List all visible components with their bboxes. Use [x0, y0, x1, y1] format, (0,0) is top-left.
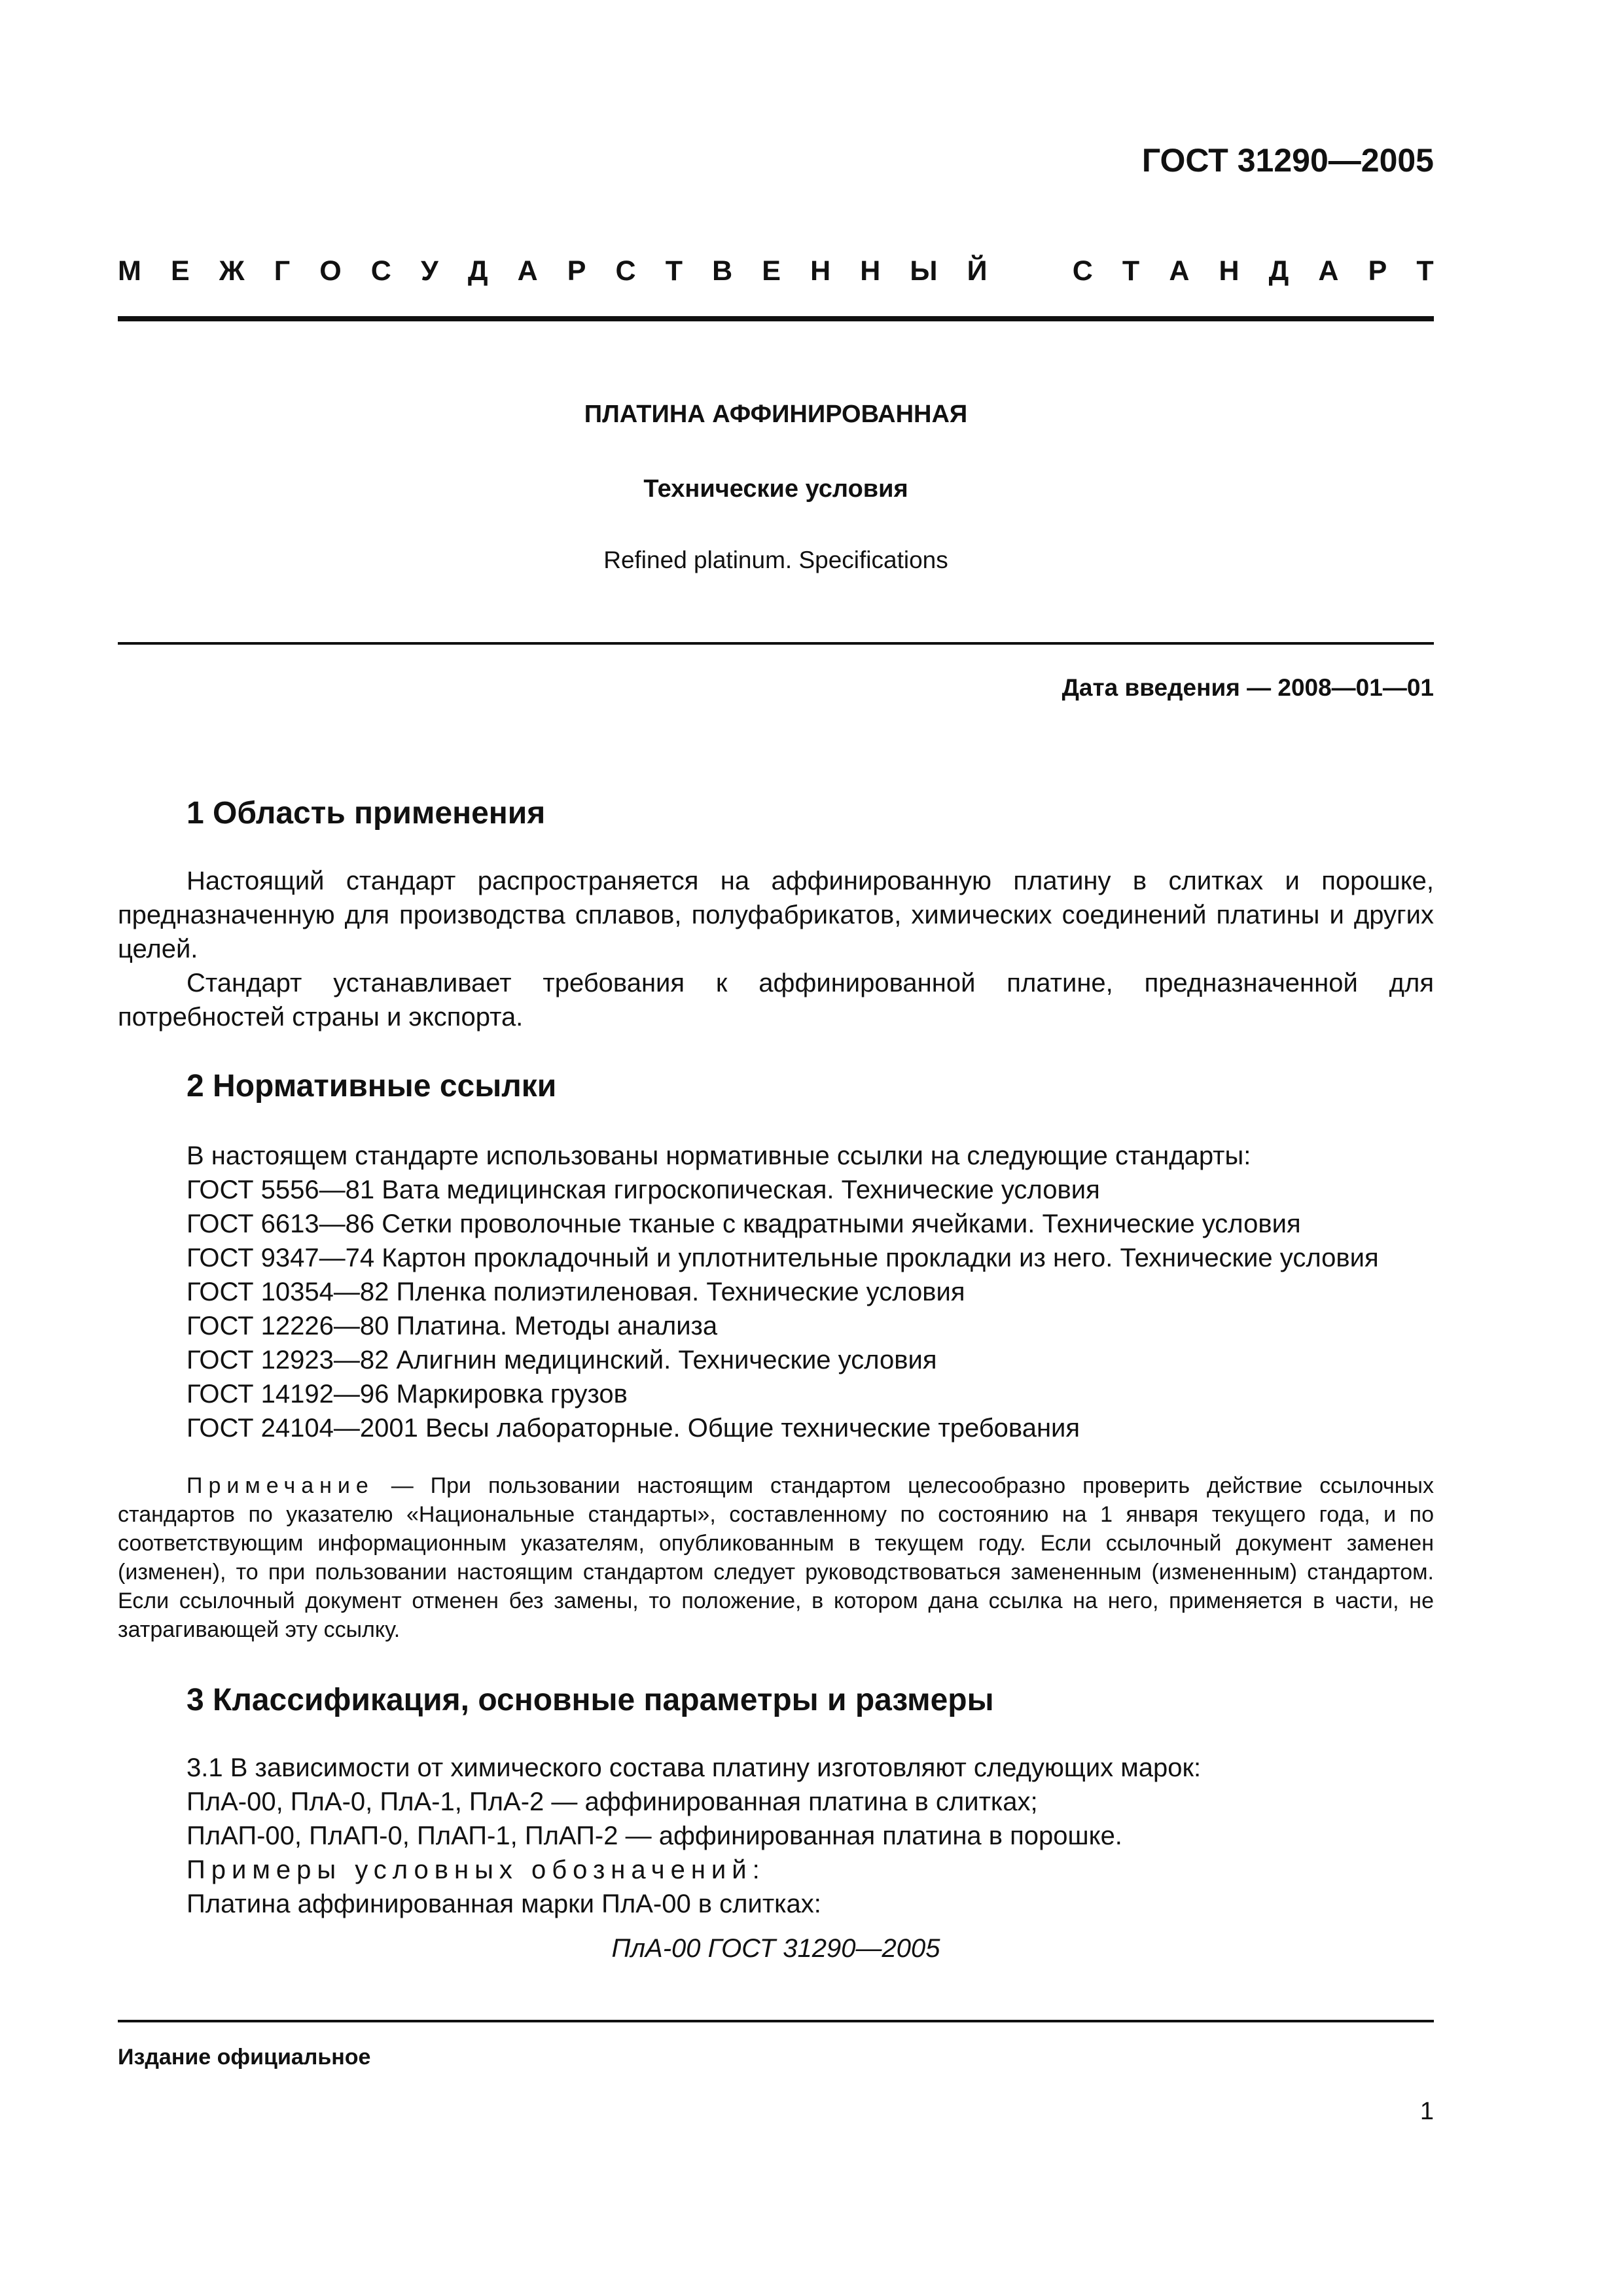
- references-note: [118, 1471, 1434, 1644]
- banner-letter: Р: [1368, 255, 1387, 287]
- banner-letter: Г: [274, 255, 291, 287]
- section-3-heading: 3 Классификация, основные параметры и размеры: [187, 1683, 994, 1717]
- grades-line: ПлА-00, ПлА-0, ПлА-1, ПлА-2 — аффинированная платина в слитках;: [187, 1787, 1038, 1816]
- references-intro: В настоящем стандарте использованы нормативные ссылки на следующие стандарты:: [187, 1141, 1251, 1170]
- reference-item: ГОСТ 5556—81 Вата медицинская гигроскопическая. Технические условия: [187, 1175, 1100, 1204]
- reference-item: ГОСТ 10354—82 Пленка полиэтиленовая. Технические условия: [187, 1278, 965, 1306]
- section-1-heading: 1 Область применения: [187, 796, 546, 831]
- banner-letter: Ж: [219, 255, 245, 287]
- designation-example: ПлА-00 ГОСТ 31290—2005: [611, 1934, 940, 1963]
- examples-label: Примеры условных обозначений:: [187, 1856, 766, 1884]
- banner-letter: Е: [762, 255, 781, 287]
- banner-letter: Н: [810, 255, 831, 287]
- reference-item: ГОСТ 12923—82 Алигнин медицинский. Технические условия: [187, 1346, 937, 1374]
- interstate-standard-banner: [118, 255, 1434, 287]
- banner-letter: А: [1169, 255, 1190, 287]
- banner-letter: У: [420, 255, 438, 287]
- banner-letter: Т: [1416, 255, 1434, 287]
- grades-line: ПлАП-00, ПлАП-0, ПлАП-1, ПлАП-2 — аффинированная платина в порошке.: [187, 1821, 1122, 1850]
- official-edition-label: Издание официальное: [118, 2045, 371, 2070]
- reference-item: ГОСТ 9347—74 Картон прокладочный и уплотнительные прокладки из него. Технические условия: [187, 1244, 1379, 1272]
- section-1-body: [118, 864, 1434, 1034]
- banner-letter: Е: [170, 255, 190, 287]
- document-subtitle: Технические условия: [643, 475, 908, 503]
- paragraph: Стандарт устанавливает требования к аффинированной платине, предназначенной для потребностей страны и экспорта.: [118, 969, 1434, 1031]
- banner-letter: Н: [1219, 255, 1240, 287]
- standard-number: ГОСТ 31290—2005: [1141, 142, 1434, 179]
- banner-letter: В: [712, 255, 733, 287]
- banner-letter: Р: [567, 255, 586, 287]
- banner-letter: Д: [1268, 255, 1289, 287]
- banner-letter: Т: [1122, 255, 1140, 287]
- banner-letter: Ы: [910, 255, 938, 287]
- banner-letter: Й: [967, 255, 988, 287]
- reference-item: ГОСТ 12226—80 Платина. Методы анализа: [187, 1312, 718, 1340]
- banner-letter: М: [118, 255, 141, 287]
- banner-letter: А: [1318, 255, 1339, 287]
- banner-letter: О: [319, 255, 342, 287]
- banner-letter: А: [517, 255, 538, 287]
- paragraph: Настоящий стандарт распространяется на аффинированную платину в слитках и порошке, предназначенную для производства сплавов, полуфабрикатов, химических соединений платины и других целей.: [118, 867, 1434, 963]
- reference-item: ГОСТ 24104—2001 Весы лабораторные. Общие технические требования: [187, 1414, 1080, 1443]
- note-label: Примечание: [187, 1473, 374, 1498]
- grades-line: 3.1 В зависимости от химического состава платину изготовляют следующих марок:: [187, 1753, 1202, 1782]
- note-text: — При пользовании настоящим стандартом целесообразно проверить действие ссылочных стандартов по указателю «Национальные стандарты», составленному по состоянию на 1 января текущего года, и по соответствующим информационным указателям, опубликованным в текущем году. Если ссылочный документ заменен (изменен), то при пользовании настоящим стандартом следует руководствоваться замененным (измененным) стандартом. Если ссылочный документ отменен без замены, то положение, в котором дана ссылка на него, применяется в части, не затрагивающей эту ссылку.: [118, 1473, 1434, 1642]
- introduction-date: Дата введения — 2008—01—01: [1061, 674, 1434, 701]
- reference-item: ГОСТ 14192—96 Маркировка грузов: [187, 1380, 628, 1408]
- banner-letter: С: [1072, 255, 1093, 287]
- banner-letter: С: [615, 255, 636, 287]
- banner-letter: Н: [860, 255, 881, 287]
- example-line: Платина аффинированная марки ПлА-00 в слитках:: [187, 1890, 821, 1918]
- banner-letter: Т: [665, 255, 683, 287]
- section-2-heading: 2 Нормативные ссылки: [187, 1069, 557, 1103]
- document-title-english: Refined platinum. Specifications: [603, 547, 948, 573]
- banner-letter: Д: [467, 255, 488, 287]
- document-title: ПЛАТИНА АФФИНИРОВАННАЯ: [584, 401, 968, 428]
- title-divider: [118, 642, 1434, 645]
- reference-item: ГОСТ 6613—86 Сетки проволочные тканые с квадратными ячейками. Технические условия: [187, 1210, 1301, 1238]
- page-number: 1: [1419, 2098, 1434, 2125]
- header-divider: [118, 316, 1434, 321]
- footer-divider: [118, 2020, 1434, 2022]
- banner-letter: С: [370, 255, 391, 287]
